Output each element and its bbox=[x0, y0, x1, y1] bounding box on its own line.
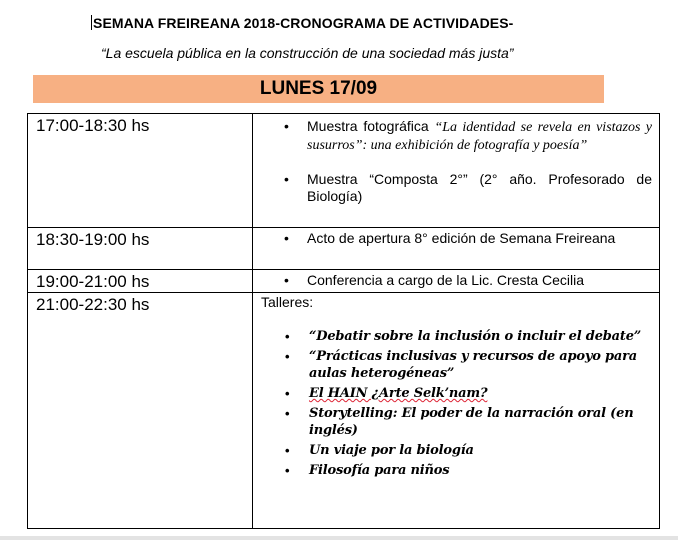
activity-item bbox=[307, 118, 652, 154]
time-cell: 18:30-19:00 hs bbox=[28, 228, 253, 270]
activity-list bbox=[253, 118, 659, 205]
document-title-text: SEMANA FREIREANA 2018-CRONOGRAMA DE ACTIVIDADES- bbox=[93, 15, 514, 31]
workshop-title: “Prácticas inclusivas y recursos de apoyo para aulas heterogéneas” bbox=[309, 349, 638, 381]
workshop-item bbox=[309, 405, 652, 439]
day-banner: LUNES 17/09 bbox=[33, 75, 604, 103]
workshop-item bbox=[309, 328, 652, 345]
schedule-row bbox=[28, 270, 660, 293]
schedule-row bbox=[28, 293, 660, 529]
activity-lead: Acto de apertura 8° edición de Semana Freireana bbox=[307, 230, 616, 246]
schedule-row bbox=[28, 228, 660, 270]
workshop-list bbox=[253, 328, 659, 479]
schedule-row bbox=[28, 114, 660, 228]
time-cell: 17:00-18:30 hs bbox=[28, 114, 253, 228]
activity-cell bbox=[253, 114, 660, 228]
schedule-table bbox=[27, 113, 660, 529]
activity-list bbox=[253, 230, 659, 247]
activity-item bbox=[307, 272, 652, 289]
activity-cell bbox=[253, 228, 660, 270]
text-cursor bbox=[91, 15, 92, 30]
workshops-cell bbox=[253, 293, 660, 529]
document-subtitle: “La escuela pública en la construcción de una sociedad más justa” bbox=[101, 45, 514, 61]
document-title bbox=[91, 15, 513, 31]
time-cell: 19:00-21:00 hs bbox=[28, 270, 253, 293]
workshop-item bbox=[309, 348, 652, 382]
workshop-item bbox=[309, 442, 652, 459]
workshop-item bbox=[309, 385, 652, 402]
activity-lead: Conferencia a cargo de la Lic. Cresta Cecilia bbox=[307, 272, 585, 288]
activity-item bbox=[307, 171, 652, 205]
activity-item bbox=[307, 230, 652, 247]
workshop-title: Filosofía para niños bbox=[309, 463, 450, 478]
workshop-item bbox=[309, 462, 652, 479]
workshop-title: “Debatir sobre la inclusión o incluir el debate” bbox=[309, 329, 642, 344]
page-bottom-edge bbox=[0, 536, 678, 540]
activity-list bbox=[253, 272, 659, 289]
workshop-title: Un viaje por la biología bbox=[309, 443, 474, 458]
workshop-title: Storytelling: El poder de la narración oral (en inglés) bbox=[309, 406, 634, 438]
activity-lead: Muestra fotográfica bbox=[307, 118, 435, 134]
time-cell: 21:00-22:30 hs bbox=[28, 293, 253, 529]
activity-lead: Muestra “Composta 2°” (2° año. Profesorado de Biología) bbox=[307, 171, 652, 204]
workshops-label: Talleres: bbox=[261, 294, 314, 310]
workshop-title: El HAIN ¿Arte Selk’nam? bbox=[309, 386, 488, 401]
activity-italic-title: “La identidad se revela en vistazos y susurros”: una exhibición de fotografía y poesía” bbox=[307, 120, 653, 153]
activity-cell bbox=[253, 270, 660, 293]
